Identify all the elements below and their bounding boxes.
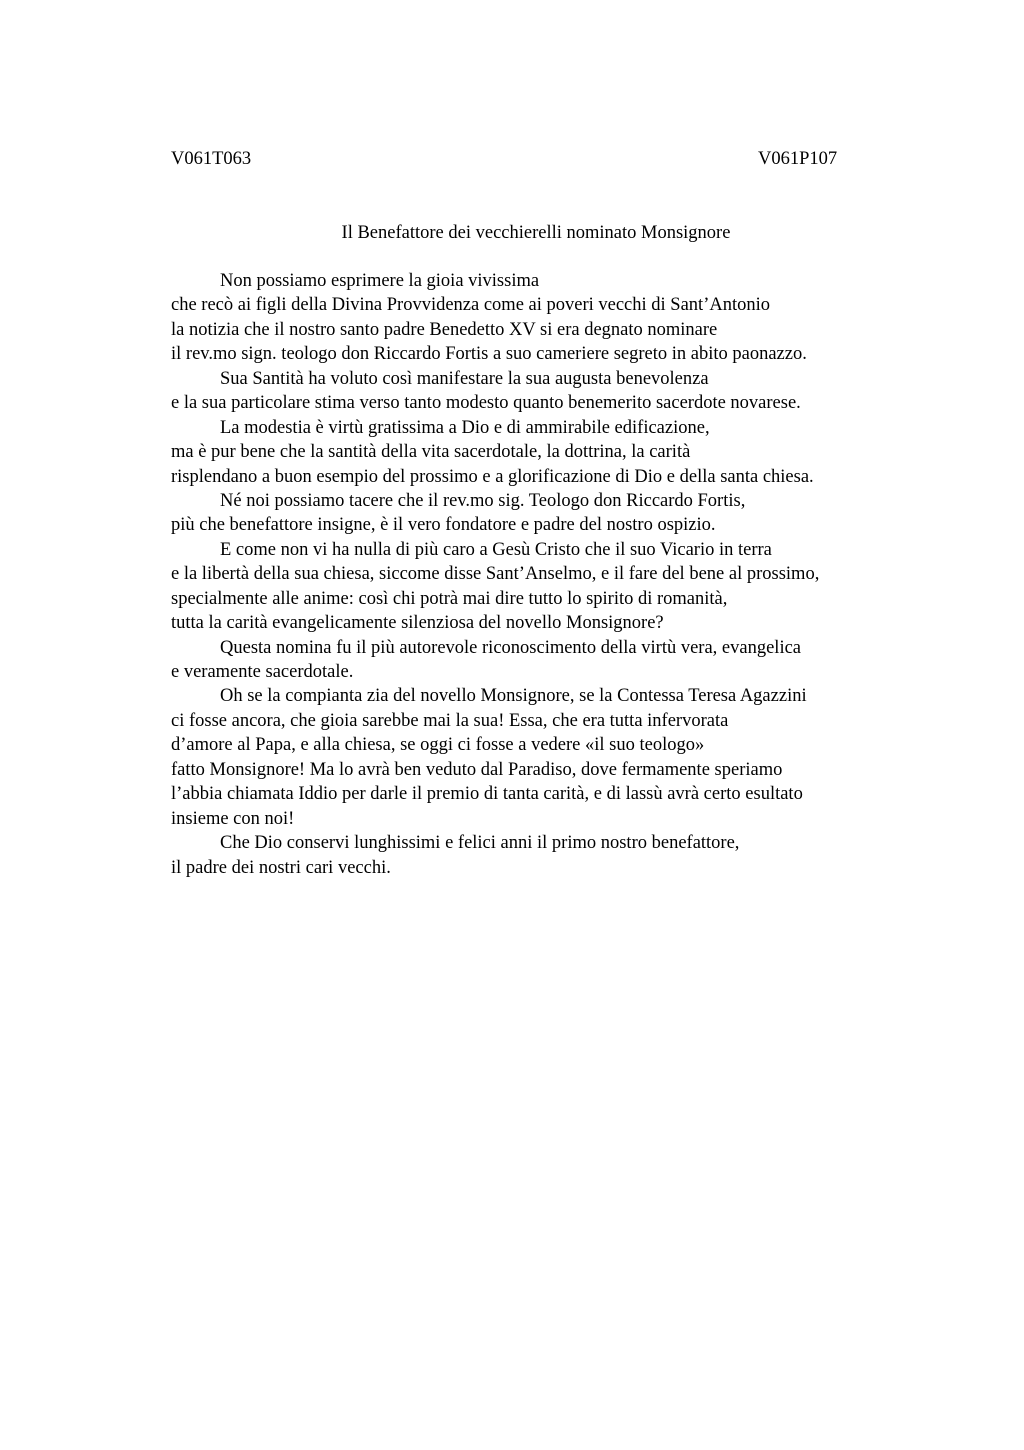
text-line: e la sua particolare stima verso tanto modesto quanto benemerito sacerdote novarese. [171,393,801,414]
text-line: ma è pur bene che la santità della vita sacerdotale, la dottrina, la carità [171,442,691,463]
text-line: il rev.mo sign. teologo don Riccardo Fortis a suo cameriere segreto in abito paonazzo. [171,344,807,365]
document-code-left: V061T063 [171,149,252,169]
text-line: risplendano a buon esempio del prossimo e a glorificazione di Dio e della santa chiesa. [171,466,814,487]
text-line: Che Dio conservi lunghissimi e felici anni il primo nostro benefattore, [220,833,740,854]
text-line: Questa nomina fu il più autorevole riconoscimento della virtù vera, evangelica [220,637,802,658]
text-line: fatto Monsignore! Ma lo avrà ben veduto dal Paradiso, dove fermamente speriamo [171,759,783,780]
text-line: più che benefattore insigne, è il vero fondatore e padre del nostro ospizio. [171,515,716,536]
text-line: l’abbia chiamata Iddio per darle il premio di tanta carità, e di lassù avrà certo esultato [171,784,803,805]
text-line: Sua Santità ha voluto così manifestare la sua augusta benevolenza [220,368,709,389]
document-code-right: V061P107 [758,149,838,169]
text-line: e la libertà della sua chiesa, siccome disse Sant’Anselmo, e il fare del bene al prossimo, [171,564,820,585]
document-body [171,269,1011,880]
document-title: Il Benefattore dei vecchierelli nominato Monsignore [341,223,731,243]
text-line: ci fosse ancora, che gioia sarebbe mai la sua! Essa, che era tutta infervorata [171,710,729,731]
text-line: Non possiamo esprimere la gioia vivissima [220,271,540,291]
text-line: Né noi possiamo tacere che il rev.mo sig. Teologo don Riccardo Fortis, [220,490,746,511]
text-line: La modestia è virtù gratissima a Dio e di ammirabile edificazione, [220,417,710,438]
text-line: tutta la carità evangelicamente silenziosa del novello Monsignore? [171,613,664,634]
text-line: il padre dei nostri cari vecchi. [171,857,391,878]
text-line: Oh se la compianta zia del novello Monsignore, se la Contessa Teresa Agazzini [220,686,807,707]
text-line: la notizia che il nostro santo padre Benedetto XV si era degnato nominare [171,319,718,340]
text-line: insieme con noi! [171,808,295,829]
text-line: E come non vi ha nulla di più caro a Gesù Cristo che il suo Vicario in terra [220,539,772,560]
text-line: d’amore al Papa, e alla chiesa, se oggi ci fosse a vedere «il suo teologo» [171,735,705,756]
text-line: che recò ai figli della Divina Provvidenza come ai poveri vecchi di Sant’Antonio [171,295,770,316]
text-line: e veramente sacerdotale. [171,662,354,682]
text-line: specialmente alle anime: così chi potrà mai dire tutto lo spirito di romanità, [171,588,728,609]
